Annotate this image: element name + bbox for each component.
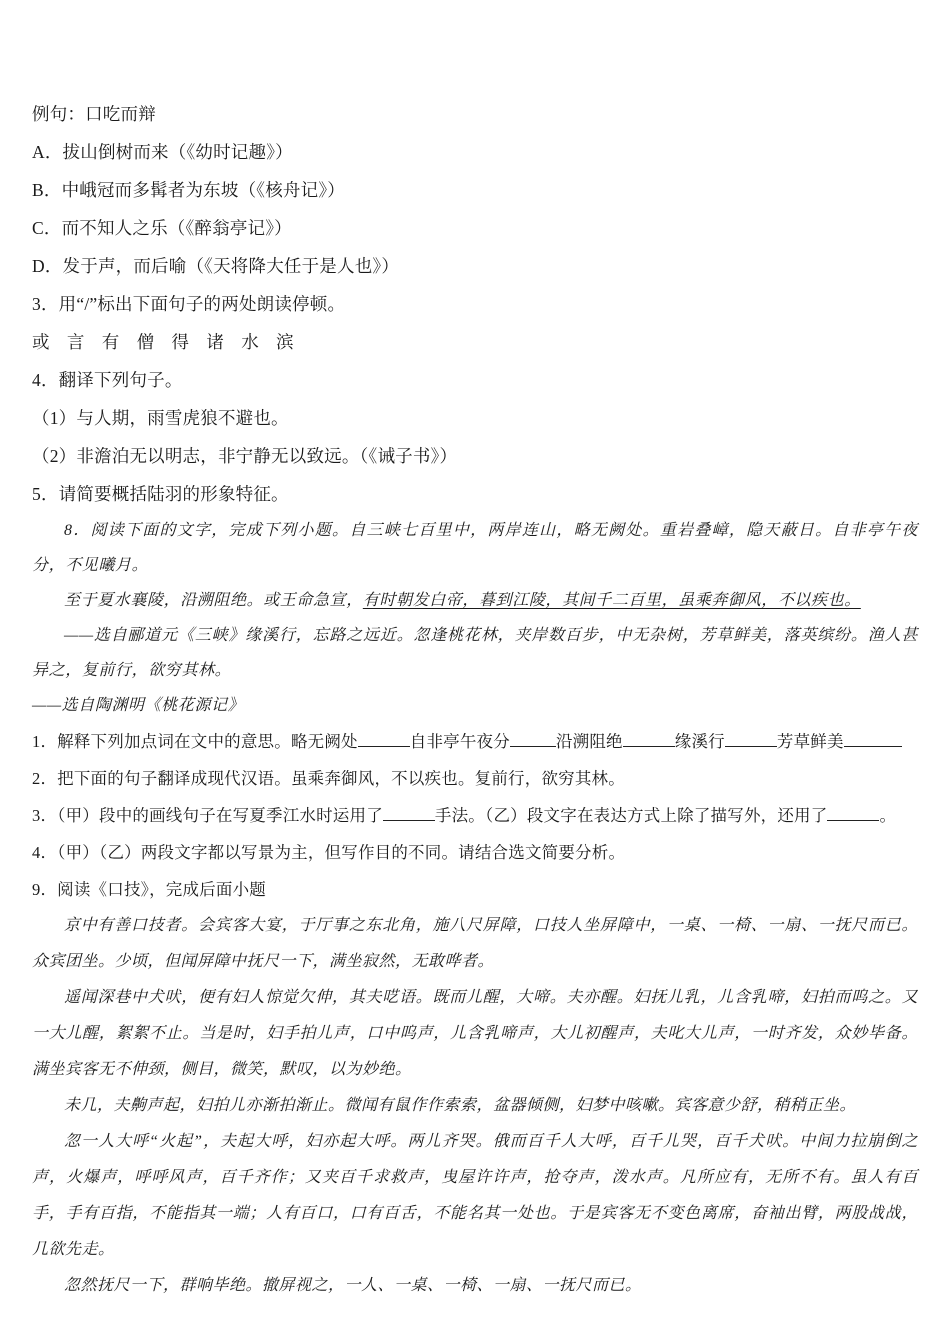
- koujii-paragraph-5: 忽然抚尺一下，群响毕绝。撤屏视之，一人、一桌、一椅、一扇、一抚尺而已。: [64, 1277, 642, 1294]
- subq-3-row: [32, 797, 918, 834]
- koujii-paragraph-3: 未几，夫齁声起，妇拍儿亦渐拍渐止。微闻有鼠作作索索，盆器倾侧，妇梦中咳嗽。宾客意少舒，稍稍正坐。: [64, 1097, 857, 1114]
- subq-1-prefix: 1．解释下列加点词在文中的意思。略无阙处: [32, 732, 358, 751]
- passage-sanxia-underlined: 有时朝发白帝，暮到江陵，其间千二百里，虽乘奔御风，不以疾也。: [362, 592, 861, 609]
- subq-3-part-3: 。: [879, 806, 897, 825]
- passage-8-head: 8．阅读下面的文字，完成下列小题。: [64, 522, 350, 539]
- passage-taohuayuan-body: 缘溪行，忘路之远近。忽逢桃花林，夹岸数百步，中无杂树，芳草鲜美，落英缤纷。渔人甚异之，复前行，欲穷其林。: [32, 627, 918, 679]
- subq-3-part-2: 手法。（乙）段文字在表达方式上除了描写外，还用了: [434, 806, 828, 825]
- option-label-b: B．: [32, 180, 62, 200]
- question-4-stem: 4．翻译下列句子。: [32, 370, 183, 390]
- passage-sanxia-paragraph-2: [32, 583, 918, 618]
- section-multiple-choice: [32, 95, 918, 513]
- answer-blank-6[interactable]: [383, 820, 435, 821]
- question-4-item-1: （1）与人期，雨雪虎狼不避也。: [32, 408, 289, 428]
- option-row-a: [32, 133, 918, 171]
- option-row-d: [32, 247, 918, 285]
- section-sub-questions: [32, 723, 918, 908]
- koujii-paragraph-1: 京中有善口技者。会宾客大宴，于厅事之东北角，施八尺屏障，口技人坐屏障中，一桌、一椅、一扇、一抚尺而已。众宾团坐。少顷，但闻屏障中抚尺一下，满坐寂然，无敢哗者。: [32, 917, 918, 970]
- source-taohuayuan: ——选自陶渊明《桃花源记》: [32, 697, 245, 714]
- option-text-a: 拔山倒树而来（《幼时记趣》）: [62, 142, 293, 162]
- answer-blank-5[interactable]: [844, 746, 902, 747]
- option-row-c: [32, 209, 918, 247]
- option-label-a: A．: [32, 142, 63, 162]
- section-passage-sanxia-taohuayuan: [32, 513, 918, 723]
- subq-1-term-2: 沿溯阻绝: [555, 732, 623, 751]
- subq-4-row: 4．（甲）（乙）两段文字都以写景为主，但写作目的不同。请结合选文简要分析。: [32, 843, 626, 862]
- option-text-c: 而不知人之乐（《醉翁亭记》）: [61, 218, 292, 238]
- answer-blank-3[interactable]: [623, 746, 675, 747]
- option-text-d: 发于声，而后喻（《天将降大任于是人也》）: [62, 256, 400, 276]
- option-row-b: [32, 171, 918, 209]
- subq-1-term-1: 自非亭午夜分: [409, 732, 510, 751]
- question-4-item-2: （2）非澹泊无以明志，非宁静无以致远。（《诫子书》）: [32, 446, 458, 466]
- subq-1-term-3: 缘溪行: [674, 732, 725, 751]
- passage-source-and-taohuayuan-body: [32, 618, 918, 688]
- source-sanxia: ——选自郦道元《三峡》: [64, 627, 246, 644]
- example-sentence-line: 例句：口吃而辩: [32, 104, 156, 124]
- question-3-sentence: 或 言 有 僧 得 诸 水 滨: [32, 332, 301, 352]
- answer-blank-2[interactable]: [510, 746, 556, 747]
- subq-2-row: 2．把下面的句子翻译成现代汉语。虽乘奔御风，不以疾也。复前行，欲穷其林。: [32, 769, 625, 788]
- question-5-stem: 5．请简要概括陆羽的形象特征。: [32, 484, 289, 504]
- passage-8-intro-paragraph: [32, 513, 918, 583]
- option-label-c: C．: [32, 218, 62, 238]
- passage-sanxia-plain: 至于夏水襄陵，沿溯阻绝。或王命急宣，: [64, 592, 363, 609]
- question-3-stem: 3．用“/”标出下面句子的两处朗读停顿。: [32, 294, 346, 314]
- subq-1-row: [32, 723, 918, 760]
- answer-blank-1[interactable]: [358, 746, 410, 747]
- section-passage-koujii: [32, 908, 918, 1304]
- koujii-paragraph-2: 遥闻深巷中犬吠，便有妇人惊觉欠伸，其夫呓语。既而儿醒，大啼。夫亦醒。妇抚儿乳，儿含乳啼，妇拍而呜之。又一大儿醒，絮絮不止。当是时，妇手拍儿声，口中呜声，儿含乳啼声，大儿初醒声，夫叱大儿声，一时齐发，众妙毕备。满坐宾客无不伸颈，侧目，微笑，默叹，以为妙绝。: [32, 989, 918, 1078]
- koujii-paragraph-4: 忽一人大呼“火起”，夫起大呼，妇亦起大呼。两儿齐哭。俄而百千人大呼，百千儿哭，百千犬吠。中间力拉崩倒之声，火爆声，呼呼风声，百千齐作；又夹百千求救声，曳屋许许声，抢夺声，泼水声。凡所应有，无所不有。虽人有百手，手有百指，不能指其一端；人有百口，口有百舌，不能名其一处也。于是宾客无不变色离席，奋袖出臂，两股战战，几欲先走。: [32, 1133, 918, 1258]
- question-9-stem: 9．阅读《口技》，完成后面小题: [32, 880, 266, 899]
- passage-8-body: 自三峡七百里中，两岸连山，略无阙处。重岩叠嶂，隐天蔽日。自非亭午夜分，不见曦月。: [32, 522, 919, 574]
- subq-1-term-4: 芳草鲜美: [776, 732, 844, 751]
- subq-3-part-1: 3．（甲）段中的画线句子在写夏季江水时运用了: [32, 806, 383, 825]
- answer-blank-4[interactable]: [725, 746, 777, 747]
- option-label-d: D．: [32, 256, 63, 276]
- option-text-b: 中峨冠而多髯者为东坡（《核舟记》）: [61, 180, 345, 200]
- answer-blank-7[interactable]: [827, 820, 879, 821]
